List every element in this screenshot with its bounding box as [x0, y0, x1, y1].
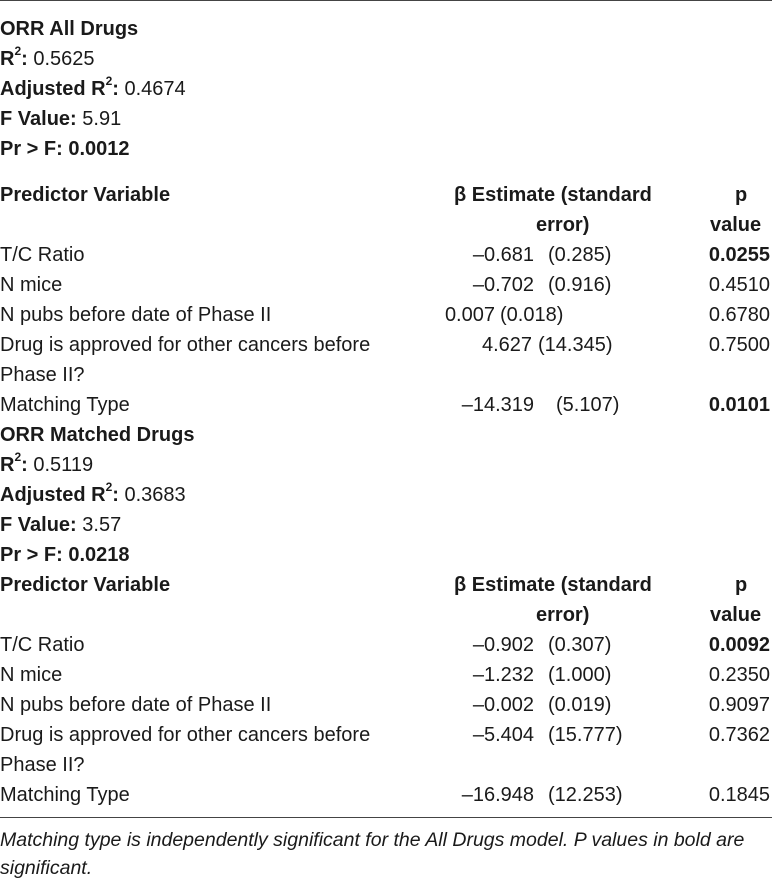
f-value-line: F Value: 3.57: [0, 514, 122, 536]
top-rule: [0, 0, 772, 1]
pr-f-line: Pr > F: 0.0218: [0, 544, 130, 566]
f-value: 3.57: [82, 514, 122, 536]
header-estimate: β Estimate (standard: [454, 574, 652, 596]
r2-value: 0.5625: [33, 48, 95, 70]
adj-r2-line: Adjusted $R^2$: 0.4674: [0, 74, 186, 100]
adj-r2-value: 0.3683: [124, 484, 186, 506]
header-estimate: β Estimate (standard: [454, 184, 652, 206]
adj-r2-value: 0.4674: [124, 78, 186, 100]
bottom-rule: [0, 817, 772, 818]
header-p-2: value: [710, 604, 762, 626]
footnote: Matching type is independently significant for the All Drugs model. P values in bold are significant.: [0, 829, 745, 879]
header-estimate-2: error): [536, 604, 590, 626]
header-p: p: [735, 574, 748, 596]
model-title: ORR All Drugs: [0, 18, 139, 40]
header-predictor: Predictor Variable: [0, 184, 171, 206]
p-value-significant: 0.0092: [708, 634, 770, 656]
model-title: ORR Matched Drugs: [0, 424, 195, 446]
pr-f-value: 0.0218: [68, 544, 130, 566]
header-p: p: [735, 184, 748, 206]
header-estimate-2: error): [536, 214, 590, 236]
r2-value: 0.5119: [33, 454, 94, 476]
header-predictor: Predictor Variable: [0, 574, 171, 596]
pr-f-line: Pr > F: 0.0012: [0, 138, 130, 160]
r2-line: $R^2$: 0.5625: [0, 44, 95, 70]
adj-r2-line: Adjusted $R^2$: 0.3683: [0, 480, 186, 506]
f-value: 5.91: [82, 108, 122, 130]
header-p-2: value: [710, 214, 762, 236]
pr-f-value: 0.0012: [68, 138, 130, 160]
f-value-line: F Value: 5.91: [0, 108, 122, 130]
p-value-significant: 0.0101: [708, 394, 770, 416]
p-value-significant: 0.0255: [708, 244, 770, 266]
r2-line: $R^2$: 0.5119: [0, 450, 94, 476]
